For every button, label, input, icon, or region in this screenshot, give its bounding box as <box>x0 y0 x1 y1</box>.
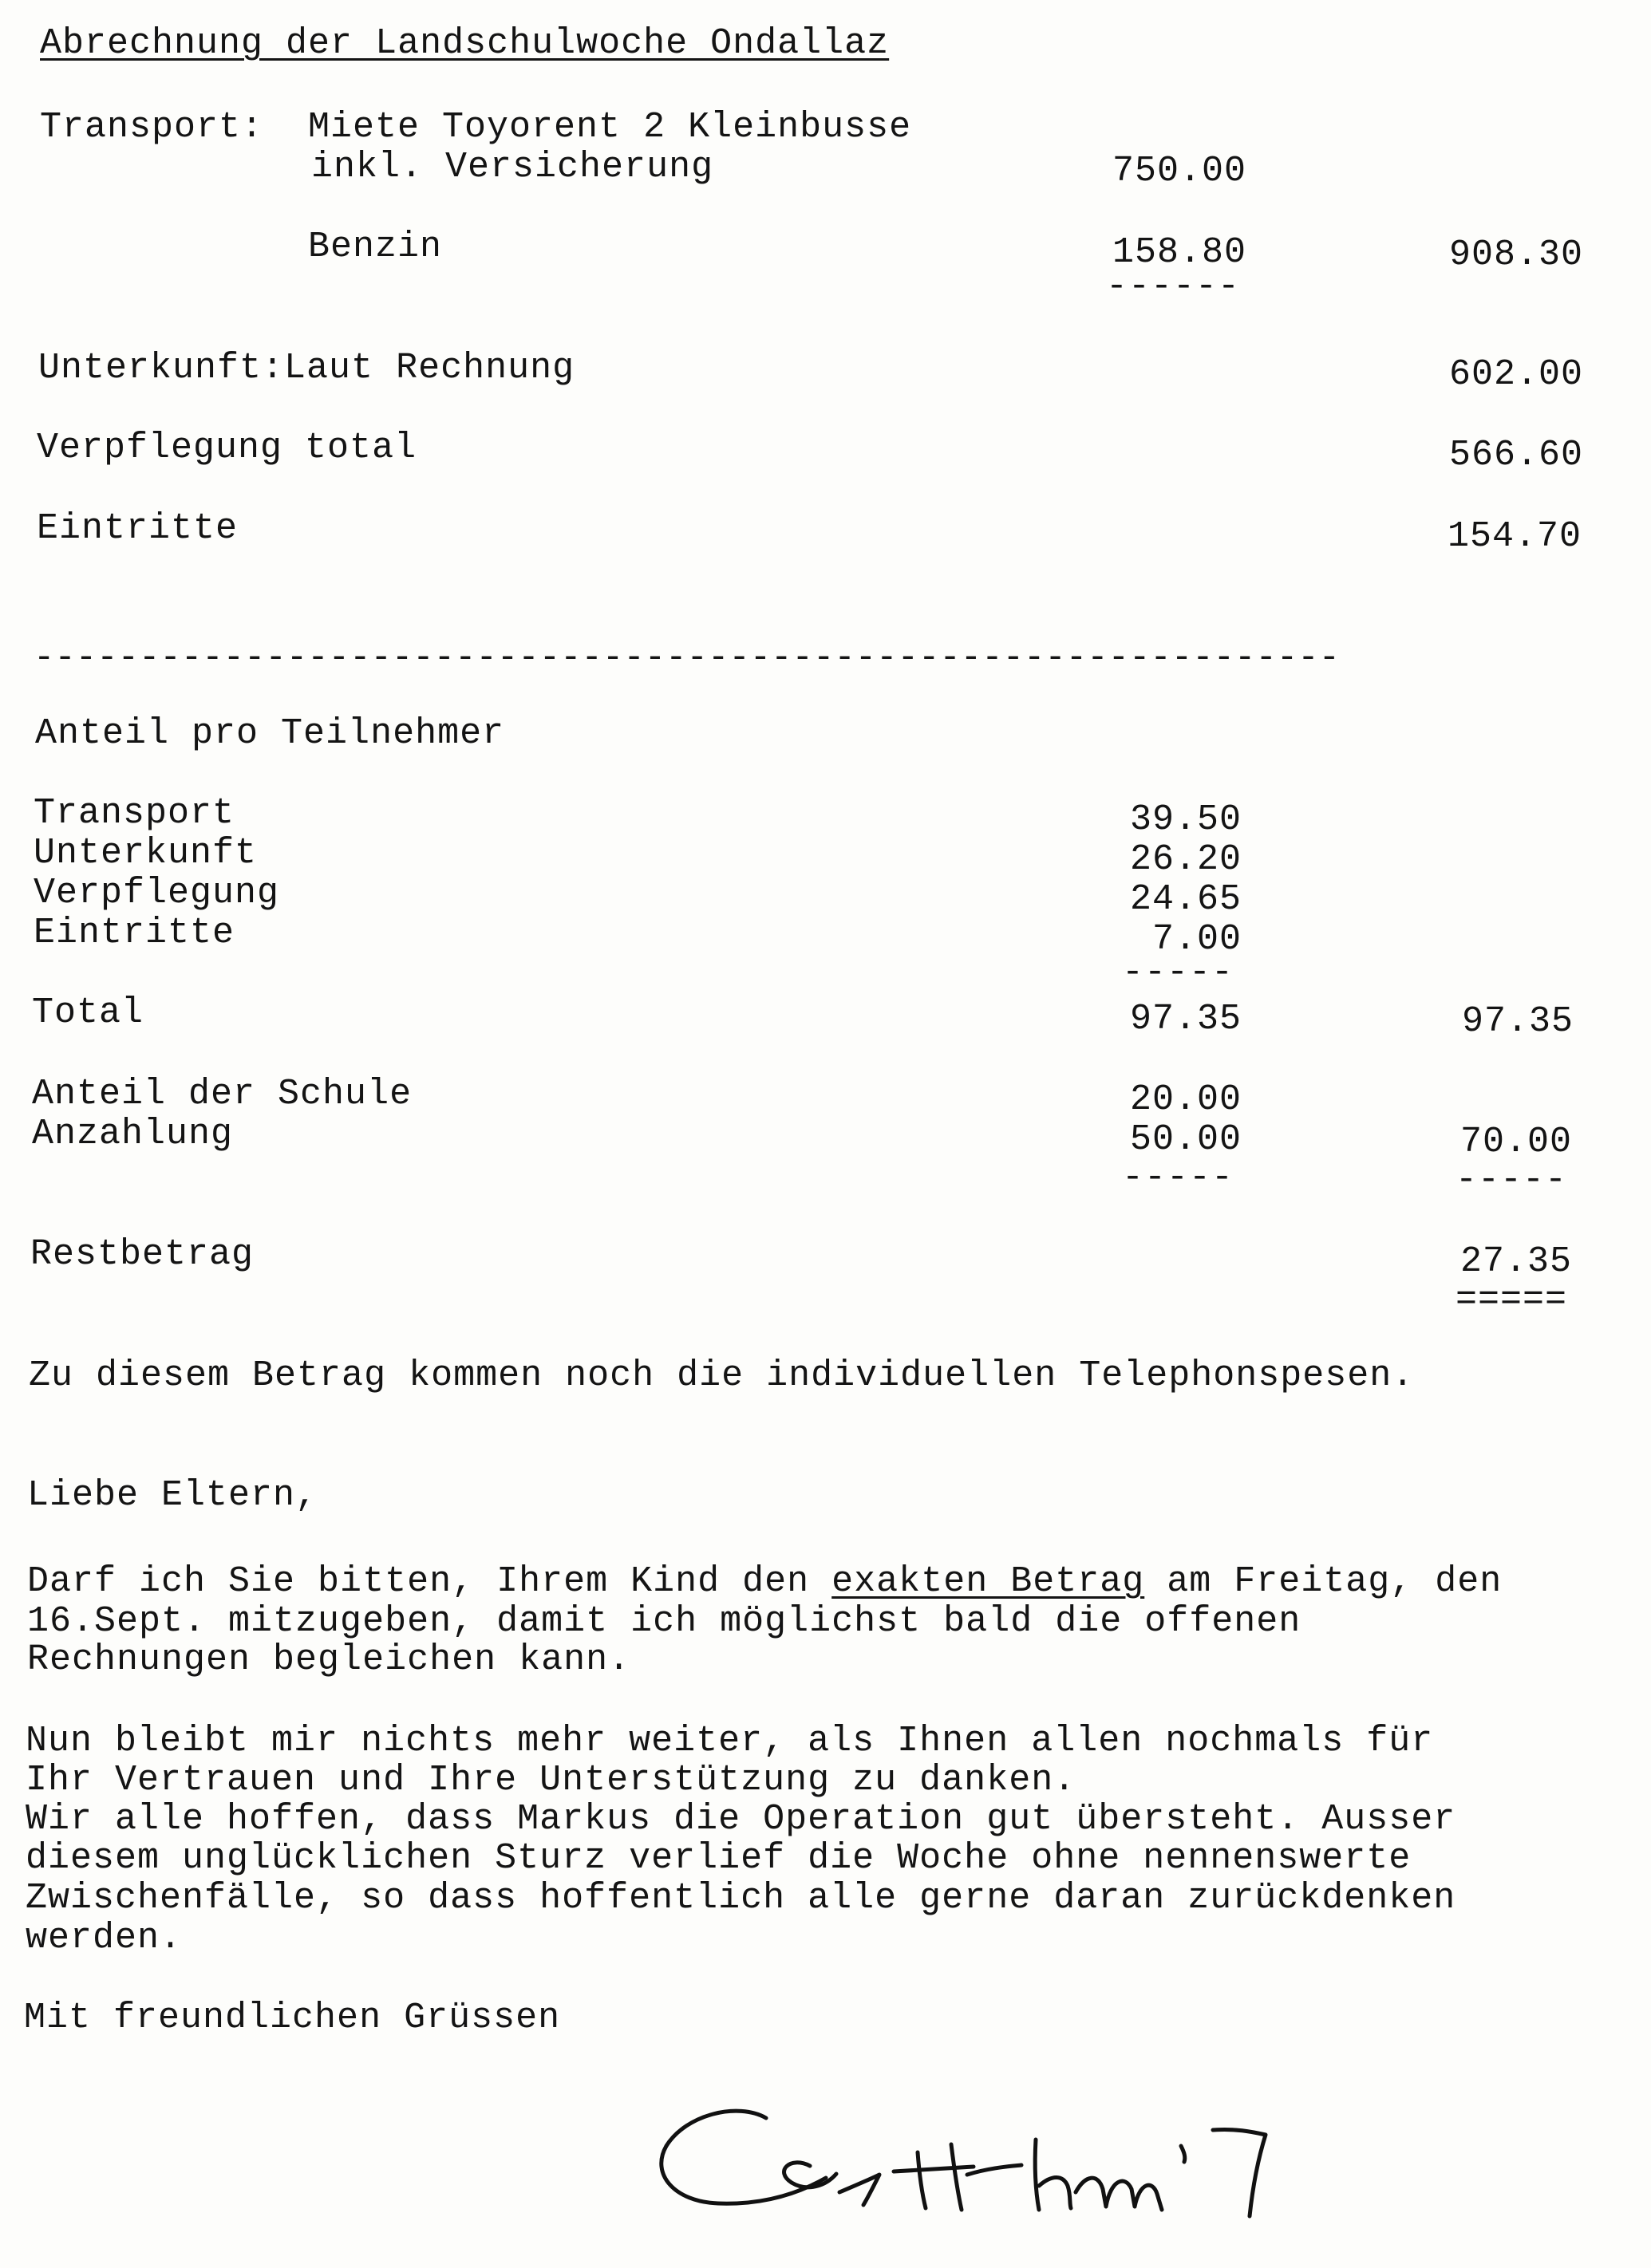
anteil-item-value: 7.00 <box>1151 919 1242 960</box>
restbetrag-label: Restbetrag <box>30 1234 255 1275</box>
letter-underlined-text: exakten Betrag <box>831 1561 1145 1602</box>
benzin-value: 158.80 <box>1112 232 1246 273</box>
schule-value: 20.00 <box>1129 1079 1242 1120</box>
letter-paragraph-1-line-1 <box>27 1562 1502 1602</box>
letter-paragraph-2-line-1: Nun bleibt mir nichts mehr weiter, als Ihnen allen nochmals für <box>26 1721 1434 1761</box>
letter-paragraph-2-line-2: Ihr Vertrauen und Ihre Unterstützung zu danken. <box>26 1760 1076 1801</box>
benzin-label: Benzin <box>308 227 443 267</box>
letter-paragraph-1-line-2: 16.Sept. mitzugeben, damit ich möglichst bald die offenen <box>27 1601 1301 1642</box>
anteil-item-value: 26.20 <box>1129 839 1242 880</box>
anteil-item-label: Unterkunft <box>34 833 258 874</box>
letter-paragraph-2-line-4: diesem unglücklichen Sturz verlief die Woche ohne nennenswerte <box>26 1838 1412 1879</box>
verpflegung-value: 566.60 <box>1448 435 1583 475</box>
restbetrag-double-rule: ===== <box>1455 1280 1568 1320</box>
letter-text: Darf ich Sie bitten, Ihrem Kind den <box>27 1561 832 1602</box>
verpflegung-label: Verpflegung total <box>37 428 417 468</box>
anteil-heading: Anteil pro Teilnehmer <box>35 713 505 754</box>
transport-total: 908.30 <box>1448 235 1583 275</box>
anteil-separator: ----- <box>1122 953 1234 993</box>
anzahlung-label: Anzahlung <box>32 1114 234 1154</box>
letter-paragraph-2-line-3: Wir alle hoffen, dass Markus die Operation gut übersteht. Ausser <box>26 1799 1456 1840</box>
transport-separator: ------ <box>1106 266 1241 307</box>
telephon-note: Zu diesem Betrag kommen noch die individuellen Telephonspesen. <box>29 1355 1415 1396</box>
eintritte-value: 154.70 <box>1447 516 1582 557</box>
restbetrag-value: 27.35 <box>1459 1241 1572 1282</box>
letter-paragraph-2-line-5: Zwischenfälle, so dass hoffentlich alle gerne daran zurückdenken <box>26 1878 1456 1919</box>
document-title: Abrechnung der Landschulwoche Ondallaz <box>40 23 890 64</box>
letter-paragraph-2-line-6: werden. <box>26 1918 183 1958</box>
abzug-right-separator: ----- <box>1455 1160 1568 1201</box>
schule-label: Anteil der Schule <box>32 1074 413 1114</box>
anzahlung-value: 50.00 <box>1129 1119 1242 1160</box>
letter-text: am Freitag, den <box>1144 1561 1503 1602</box>
anteil-item-value: 24.65 <box>1129 879 1242 920</box>
unterkunft-value: 602.00 <box>1448 354 1583 395</box>
transport-line2: inkl. Versicherung <box>311 147 714 187</box>
letter-paragraph-1-line-3: Rechnungen begleichen kann. <box>27 1639 631 1680</box>
anteil-item-label: Transport <box>34 793 235 834</box>
letter-closing: Mit freundlichen Grüssen <box>24 1998 561 2038</box>
transport-label: Transport: <box>40 107 264 148</box>
section-divider: -------------------------------------------------------------- <box>34 638 1341 678</box>
eintritte-label: Eintritte <box>37 508 239 549</box>
abzug-separator: ----- <box>1122 1158 1234 1198</box>
total-right-value: 97.35 <box>1461 1001 1574 1042</box>
miete-value: 750.00 <box>1112 151 1246 191</box>
anteil-item-value: 39.50 <box>1129 799 1242 840</box>
anteil-item-label: Verpflegung <box>34 873 280 913</box>
transport-line1: Miete Toyorent 2 Kleinbusse <box>308 107 912 148</box>
anteil-item-label: Eintritte <box>34 913 235 953</box>
handwritten-signature <box>654 2098 1420 2242</box>
abzug-total-value: 70.00 <box>1459 1122 1572 1162</box>
total-value: 97.35 <box>1129 999 1242 1039</box>
total-label: Total <box>32 992 144 1033</box>
unterkunft-label: Unterkunft:Laut Rechnung <box>38 348 575 389</box>
letter-greeting: Liebe Eltern, <box>27 1475 318 1516</box>
